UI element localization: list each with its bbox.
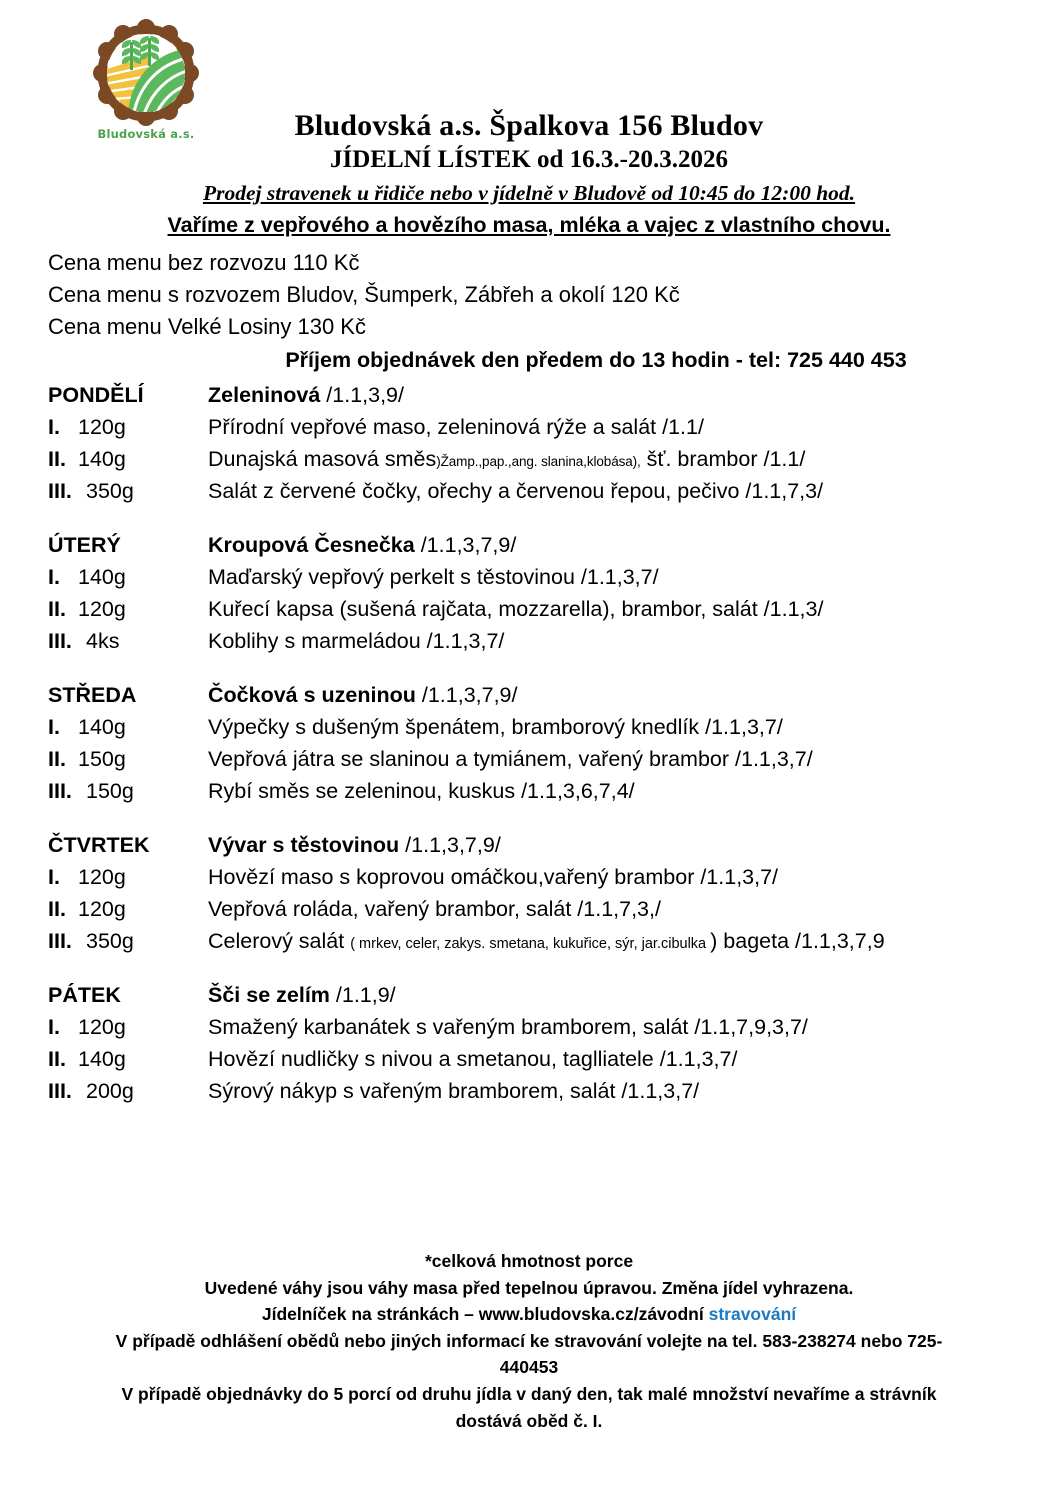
meal-number: I. bbox=[48, 714, 60, 739]
meal-left bbox=[48, 775, 208, 807]
footer-website-line bbox=[34, 1301, 1024, 1328]
meal-description bbox=[208, 861, 778, 893]
meal-text: Vepřová roláda, vařený brambor, salát /1.1,7,3,/ bbox=[208, 896, 661, 921]
day-name: PÁTEK bbox=[48, 983, 121, 1007]
footer-total-weight-note: *celková hmotnost porce bbox=[424, 1251, 634, 1271]
meal-description bbox=[208, 775, 635, 807]
meal-left bbox=[48, 1043, 208, 1075]
soup-allergens: /1.1,3,9/ bbox=[326, 382, 404, 407]
meal-row bbox=[48, 893, 1024, 925]
meal-description bbox=[208, 1011, 808, 1043]
meal-row bbox=[48, 411, 1024, 443]
meal-weight: 120g bbox=[78, 1015, 126, 1040]
meal-description bbox=[208, 743, 813, 775]
meal-row bbox=[48, 443, 1024, 475]
footer-website-text: Jídelníček na stránkách – www.bludovska.cz/závodní bbox=[261, 1304, 709, 1325]
meal-number: I. bbox=[48, 564, 60, 589]
meal-text: Celerový salát bbox=[208, 928, 351, 953]
meal-description bbox=[208, 711, 783, 743]
meal-weight: 4ks bbox=[86, 628, 120, 653]
footer-cancel-info-phone: 440453 bbox=[499, 1357, 559, 1378]
soup-name: Kroupová Česnečka bbox=[208, 532, 415, 557]
soup-row bbox=[208, 679, 518, 711]
meal-text: Smažený karbanátek s vařeným bramborem, salát /1.1,7,9,3,7/ bbox=[208, 1015, 808, 1040]
meal-number: III. bbox=[48, 628, 72, 653]
day-name: ÚTERÝ bbox=[48, 532, 121, 557]
meal-row bbox=[48, 861, 1024, 893]
price-line: Cena menu Velké Losiny 130 Kč bbox=[48, 314, 366, 340]
soup-name: Zeleninová bbox=[208, 382, 321, 407]
meal-weight: 350g bbox=[86, 928, 134, 953]
meal-row bbox=[48, 925, 1024, 957]
footer-weights-note: Uvedené váhy jsou váhy masa před tepelnou úpravou. Změna jídel vyhrazena. bbox=[204, 1277, 854, 1298]
meal-row bbox=[48, 593, 1024, 625]
meal-text: Koblihy s marmeládou /1.1,3,7/ bbox=[208, 628, 505, 653]
document-footer bbox=[34, 1248, 1024, 1434]
day-block-friday bbox=[48, 979, 1024, 1107]
meal-left bbox=[48, 893, 208, 925]
meal-number: II. bbox=[48, 446, 66, 471]
meal-weight: 140g bbox=[78, 714, 126, 739]
day-block-wednesday bbox=[48, 679, 1024, 807]
meal-number: III. bbox=[48, 778, 72, 803]
meal-row bbox=[48, 1075, 1024, 1107]
soup-name: Čočková s uzeninou bbox=[208, 682, 416, 707]
meal-weight: 150g bbox=[78, 746, 126, 771]
soup-row bbox=[208, 829, 501, 861]
meal-text: Přírodní vepřové maso, zeleninová rýže a salát /1.1/ bbox=[208, 414, 704, 439]
meal-weight: 140g bbox=[78, 1047, 126, 1072]
day-block-thursday bbox=[48, 829, 1024, 957]
meal-row bbox=[48, 775, 1024, 807]
meal-left bbox=[48, 411, 208, 443]
meal-left bbox=[48, 1075, 208, 1107]
meal-description bbox=[208, 593, 823, 625]
meal-text: Maďarský vepřový perkelt s těstovinou /1.1,3,7/ bbox=[208, 564, 659, 589]
day-header-row bbox=[48, 829, 1024, 861]
meal-left bbox=[48, 1011, 208, 1043]
meal-description bbox=[208, 1075, 699, 1107]
day-header-row bbox=[48, 679, 1024, 711]
meal-text: Vepřová játra se slaninou a tymiánem, vařený brambor /1.1,3,7/ bbox=[208, 746, 813, 771]
meal-weight: 140g bbox=[78, 446, 126, 471]
day-header-row bbox=[48, 529, 1024, 561]
meal-row bbox=[48, 743, 1024, 775]
meal-left bbox=[48, 743, 208, 775]
meal-left bbox=[48, 711, 208, 743]
meal-text-after: šť. brambor /1.1/ bbox=[640, 446, 806, 471]
farm-gear-logo-icon bbox=[90, 18, 202, 126]
stravovani-link[interactable]: stravování bbox=[708, 1304, 797, 1325]
soup-row bbox=[208, 379, 404, 411]
footer-cancel-info-line: V případě odhlášení obědů nebo jiných informací ke stravování volejte na tel. 583-238274 nebo 725- bbox=[115, 1330, 943, 1351]
day-header-row bbox=[48, 379, 1024, 411]
meal-row bbox=[48, 625, 1024, 657]
meal-description bbox=[208, 625, 504, 657]
meal-text: Kuřecí kapsa (sušená rajčata, mozzarella), brambor, salát /1.1,3/ bbox=[208, 596, 824, 621]
soup-allergens: /1.1,9/ bbox=[335, 983, 396, 1007]
day-name: ČTVRTEK bbox=[48, 832, 150, 857]
meal-number: I. bbox=[48, 414, 60, 439]
soup-row bbox=[208, 979, 396, 1011]
meal-number: II. bbox=[48, 596, 66, 621]
meal-description bbox=[208, 475, 823, 507]
meal-description bbox=[208, 893, 661, 925]
meal-text: Hovězí maso s koprovou omáčkou,vařený brambor /1.1,3,7/ bbox=[208, 864, 779, 889]
footer-min-order-line-2: dostává oběd č. I. bbox=[455, 1410, 603, 1431]
meal-weight: 120g bbox=[78, 864, 126, 889]
meal-description bbox=[208, 925, 885, 957]
logo-caption: Bludovská a.s. bbox=[97, 127, 195, 141]
soup-row bbox=[208, 529, 516, 561]
day-name: PONDĚLÍ bbox=[48, 382, 144, 407]
price-list bbox=[34, 247, 1024, 373]
meal-number: III. bbox=[48, 1079, 72, 1104]
meal-weight: 200g bbox=[86, 1079, 134, 1104]
weekly-menu bbox=[34, 379, 1024, 1108]
meal-row bbox=[48, 1043, 1024, 1075]
meal-text: Dunajská masová směs bbox=[208, 446, 437, 471]
meal-number: III. bbox=[48, 928, 72, 953]
meal-ingredients-note: )Žamp.,pap.,ang. slanina,klobása), bbox=[436, 453, 641, 469]
soup-allergens: /1.1,3,7,9/ bbox=[420, 532, 517, 557]
day-block-tuesday bbox=[48, 529, 1024, 657]
meal-left bbox=[48, 593, 208, 625]
meal-ingredients-note: ( mrkev, celer, zakys. smetana, kukuřice, sýr, jar.cibulka bbox=[350, 935, 711, 952]
meal-row bbox=[48, 475, 1024, 507]
meal-description bbox=[208, 561, 659, 593]
soup-name: Vývar s těstovinou bbox=[208, 832, 400, 857]
meal-text: Výpečky s dušeným špenátem, bramborový knedlík /1.1,3,7/ bbox=[208, 714, 783, 739]
ticket-sale-note: Prodej stravenek u řidiče nebo v jídelně v Bludově od 10:45 do 12:00 hod. bbox=[202, 180, 856, 205]
meal-left bbox=[48, 443, 208, 475]
meal-row bbox=[48, 1011, 1024, 1043]
meal-text-after: ) bageta /1.1,3,7,9 bbox=[710, 928, 885, 953]
menu-period-subtitle: JÍDELNÍ LÍSTEK od 16.3.-20.3.2026 bbox=[330, 146, 728, 174]
meal-description bbox=[208, 443, 805, 475]
page-title: Bludovská a.s. Špalkova 156 Bludov bbox=[294, 109, 764, 142]
day-block-monday bbox=[48, 379, 1024, 507]
meal-text: Rybí směs se zeleninou, kuskus /1.1,3,6,7,4/ bbox=[208, 778, 635, 803]
day-header-row bbox=[48, 979, 1024, 1011]
meal-number: I. bbox=[48, 864, 60, 889]
meal-weight: 150g bbox=[86, 778, 134, 803]
meal-weight: 120g bbox=[78, 896, 126, 921]
orders-phone-line: Příjem objednávek den předem do 13 hodin - tel: 725 440 453 bbox=[285, 347, 907, 372]
soup-name: Šči se zelím bbox=[208, 983, 330, 1007]
company-logo bbox=[84, 18, 208, 141]
meal-number: II. bbox=[48, 1047, 66, 1072]
meal-number: III. bbox=[48, 478, 72, 503]
soup-allergens: /1.1,3,7,9/ bbox=[405, 832, 501, 857]
footer-min-order-line: V případě objednávky do 5 porcí od druhu jídla v daný den, tak malé množství nevaříme a strávník bbox=[121, 1383, 937, 1404]
meal-weight: 120g bbox=[78, 414, 126, 439]
day-name: STŘEDA bbox=[48, 682, 137, 707]
meal-text: Sýrový nákyp s vařeným bramborem, salát /1.1,3,7/ bbox=[208, 1079, 700, 1104]
meal-left bbox=[48, 561, 208, 593]
meal-left bbox=[48, 625, 208, 657]
own-farm-note: Vaříme z vepřového a hovězího masa, mléka a vajec z vlastního chovu. bbox=[167, 212, 891, 237]
meal-description bbox=[208, 1043, 737, 1075]
soup-allergens: /1.1,3,7,9/ bbox=[421, 682, 518, 707]
meal-weight: 140g bbox=[78, 564, 126, 589]
meal-left bbox=[48, 861, 208, 893]
meal-weight: 350g bbox=[86, 478, 134, 503]
meal-number: II. bbox=[48, 896, 66, 921]
meal-number: II. bbox=[48, 746, 66, 771]
price-line: Cena menu bez rozvozu 110 Kč bbox=[48, 249, 360, 275]
meal-row bbox=[48, 561, 1024, 593]
meal-left bbox=[48, 925, 208, 957]
logo-mark-icon bbox=[90, 18, 202, 126]
meal-text: Salát z červené čočky, ořechy a červenou řepou, pečivo /1.1,7,3/ bbox=[208, 478, 824, 503]
meal-row bbox=[48, 711, 1024, 743]
meal-number: I. bbox=[48, 1015, 60, 1040]
price-line: Cena menu s rozvozem Bludov, Šumperk, Zábřeh a okolí 120 Kč bbox=[48, 281, 680, 307]
meal-description bbox=[208, 411, 704, 443]
meal-left bbox=[48, 475, 208, 507]
meal-weight: 120g bbox=[78, 596, 126, 621]
meal-text: Hovězí nudličky s nivou a smetanou, taglliatele /1.1,3,7/ bbox=[208, 1047, 738, 1072]
